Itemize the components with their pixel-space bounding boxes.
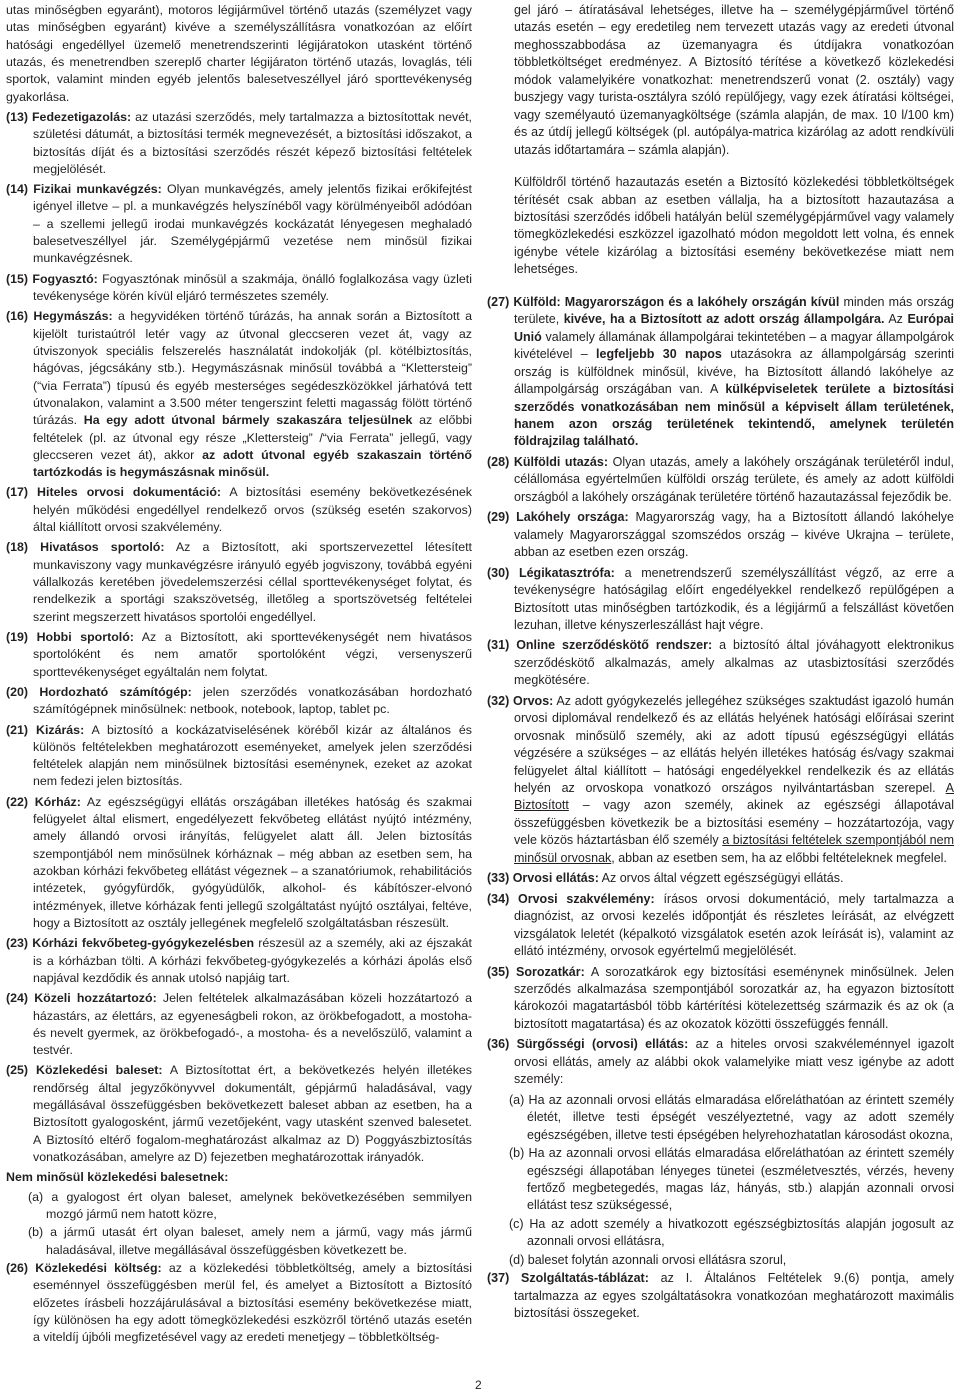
definition-14-text: Olyan munkavégzés, amely jelentős fizikai erőkifejtést igényel illetve – pl. a munkavégzés helyszínéből vagy körülményeiből adódóan – a szellemi jellegű irodai munkavégzés kockázatát lényegesen meghaladó balesetveszéllyel jár. Személygépjármű vezetése nem minősül fizikai munkavégzésnek.: [33, 182, 472, 266]
definition-36-item-b: (b) Ha az azonnali orvosi ellátás elmaradása előreláthatóan az érintett személy egészségi állapotában lényeges tünetei (eszméletvesztés, vérzés, heveny fertőző megbetegedés, magas láz, hányás, stb.) alapján azonnali orvosi ellátást tesz szükségessé,: [509, 1146, 954, 1213]
definition-27-bold-e: külképviseletek területe a biztosítási szerződés vonatkozásában nem minősül a képviselt állam területének, hanem azon ország területének tekintendő, amelynek területén földrajzilag található.: [514, 382, 954, 449]
definition-37-text: az I. Általános Feltételek 9.(6) pontja, amely tartalmazza az egyes szolgáltatásokra vonatkozóan meghatározott maximális biztosítási összegeket.: [514, 1271, 954, 1321]
definition-16-text-b: az előbbi feltételek (pl. az útvonal egy része „Klettersteig” /“via Ferrata” jellegű, vagy gleccseren vezet át), akkor: [33, 413, 472, 462]
definition-27: [487, 294, 954, 451]
definition-22-text: Az egészségügyi ellátás országában illetékes hatóság és szakmai felügyelet által elismert, engedélyezett fekvőbeteg ellátást nyújtó intézmény, amely állandó orvosi irányítás, felügyelet alatt áll. Jelen biztosítás szempontjából nem minősülnek kórháznak – még abban az esetben sem, ha azokban kórházi fekvőbeteg ellátást végeznek – a szanatóriumok, rehabilitációs intézetek, gyógyfürdők, gyógyüdülők, alkohol- és kábítószer-elvonó intézmények, illetve kórházak fenti jellegű szolgáltatást nyújtó osztályai, feltéve, hogy a Biztosított az osztály jellegének megfelelő szolgáltatásban részesült.: [33, 794, 472, 930]
definition-21-term: (21) Kizárás:: [6, 722, 85, 737]
definition-24-text: Jelen feltételek alkalmazásában közeli hozzátartozó a házastárs, az élettárs, az egyeneságbeli rokon, az örökbefogadott, a mostoha- és nevelt gyermek, az örökbefogadó-, a mostoha- és a nevelőszülő, valamint a testvér.: [33, 991, 472, 1058]
definition-29: [487, 509, 954, 561]
definition-32-underlined-b: a biztosítási feltételek szempontjából nem minősül orvosnak: [514, 833, 954, 865]
definition-19-term: (19) Hobbi sportoló:: [6, 629, 134, 644]
definition-20-term: (20) Hordozható számítógép:: [6, 684, 192, 699]
definition-36-item-c: (c) Ha az adott személy a hivatkozott egészségbiztosítás alapján jogosult az azonnali orvosi ellátásra,: [509, 1216, 954, 1249]
definition-13: [6, 109, 472, 178]
right-second-paragraph: Külföldről történő hazautazás esetén a Biztosító közlekedési többletköltségek térítését csak abban az esetben vállalja, ha a biztosított hazautazása a biztosítási szerződés időbeli hatályán belül személygépjárművel vagy valamely tömegközlekedési eszközzel igazolható módon megoldott lett volna, és ennek igénybe vétele kizárólag a biztosítási esemény bekövetkezése miatt nem lehetséges.: [514, 175, 954, 277]
definition-14: [6, 181, 472, 268]
definition-27-bold-a: Magyarországon és a lakóhely országán kívül: [560, 294, 840, 309]
left-intro-paragraph: utas minőségben egyaránt), motoros légijárművel történő utazás (személyzet vagy utas minőségben egyaránt) kivéve a személyszállításra vonatkozóan az előírt hatósági engedéllyel üzemelő menetrendszerinti légijáratokon utasként történő utazás, és menetrendben szereplő charter légijáraton történő utazás, lovaglás, téli sportok, valamint minden egyéb jelentős balesetveszéllyel járó sporttevékenység gyakorlása.: [6, 3, 472, 104]
definition-18-term: (18) Hivatásos sportoló:: [6, 540, 165, 555]
definition-29-text: Magyarország vagy, ha a Biztosított állandó lakóhelye valamely Magyarországgal szomszédos ország – kivéve Ukrajna – területe, abban az esetben ezen ország.: [514, 510, 955, 560]
definition-14-term: (14) Fizikai munkavégzés:: [6, 182, 162, 197]
definition-21-text: A biztosító a kockázatviselésének köréből kizár az általános és különös feltételekben meghatározott eseményeket, amelyek jelen szerződési feltételek alapján nem minősülnek biztosítási eseménynek, ezeket az azokat nem fedezi jelen biztosítás.: [33, 722, 472, 789]
definition-27-bold-d: legfeljebb 30 napos: [596, 347, 722, 362]
left-column: [6, 0, 472, 1349]
definition-29-term: (29) Lakóhely országa:: [487, 510, 629, 525]
definition-36-item-a: (a) Ha az azonnali orvosi ellátás elmaradása előreláthatóan az érintett személy életét, illetve testi épségét veszélyeztetné, vagy az adott személy egészségében, illetve testi épségében helyrehozhatatlan károsodást okozna,: [509, 1092, 954, 1142]
definition-19-text: Az a Biztosított, aki sporttevékenységét nem hivatásos sportolóként és nem amatőr sportolóként végzi, versenyszerű sporttevékenységet egyáltalán nem folytat.: [33, 629, 472, 679]
definition-22: [6, 794, 472, 933]
definition-27-text-b: Az: [884, 312, 908, 327]
definition-16-text-a: a hegyvidéken történő túrázás, ha annak során a Biztosított a kijelölt turistaútról letér vagy az útvonal gleccseren vezet át, vagy az útviszonyok speciális felszerelés használatát indokolják (pl. kötélbiztosítás, hágóvas, jégcsákány stb.). Hegymászásnak minősül továbbá a “Klettersteig” (“via Ferrata”) típusú és egyéb mesterséges segédeszközökkel járhatóvá tett útvonalakon, valamint a 3.500 méter tengerszint feletti magasság fölött történő túrázás.: [33, 309, 472, 428]
definition-27-text-a: minden más ország területe,: [514, 294, 954, 327]
definition-28: [487, 454, 954, 506]
definition-30-term: (30) Légikatasztrófa:: [487, 565, 615, 580]
definition-27-text-d: utazásokra az állampolgárság szerinti ország is külföldnek minősül, kivéve, ha Biztosított állandó lakóhelye az állampolgárság országában van. A: [514, 347, 954, 397]
right-intro-paragraph: gel járó – átíratásával lehetséges, illetve ha – személygépjárművel történő utazás esetén – egy eredetileg nem tervezett utazás vagy az eredeti útvonal meghosszabbodása az üzemanyagra és útdíjakra vonatkozóan többletköltséget eredményez. A Biztosító térítése a következő közlekedési módok valamelyikére vonatkozhat: menetrendszerű vonat (2. osztály) vagy buszjegy vagy turista-osztályra szóló repülőjegy, vagy ezek átíratási költségei, vagy személyautó üzemanyagköltsége (számla alapján, de max. 10 l/100 km) és az útdíj jellegű költségek (pl. autópálya-matrica kizárólag az adott rendkívüli utazás időtartamára – számla alapján).: [514, 3, 954, 157]
definition-27-bold-b: kivéve, ha a Biztosított az adott ország állampolgára.: [563, 312, 885, 327]
definition-32-term: (32) Orvos:: [487, 693, 554, 708]
spacer: [487, 282, 954, 294]
not-traffic-accident-item-a: (a) a gyalogost ért olyan baleset, amelynek bekövetkezésében semmilyen mozgó jármű nem hatott közre,: [28, 1189, 472, 1221]
definition-19: [6, 629, 472, 681]
definition-17-term: (17) Hiteles orvosi dokumentáció:: [6, 485, 222, 500]
definition-16: [6, 308, 472, 481]
definition-34-term: (34) Orvosi szakvélemény:: [487, 891, 655, 906]
definition-32-text-c: , abban az esetben sem, ha az előbbi feltételeknek megfelel.: [611, 850, 947, 865]
definition-33: [487, 870, 954, 887]
spacer: [487, 162, 954, 174]
definition-26-term: (26) Közlekedési költség:: [6, 1260, 162, 1275]
definition-35: [487, 964, 954, 1034]
not-traffic-accident-heading: Nem minősül közlekedési balesetnek:: [6, 1170, 229, 1185]
definition-32-text-a: Az adott gyógykezelés jellegéhez szükséges szaktudást igazoló humán orvosi diplomával rendelkező és az ellátás helyének hatósági előírásai szerint orvosnak minősülő személy, aki az adott típusú egészségügyi ellátás végzésére a szükséges – az ellátás helyén illetékes hatóság és/vagy szakmai felügyelet által kiállított – hatósági engedélyekkel rendelkezik és az ellátás helyén az orvoskoра vonatkozó országos nyilvántartásban szerepel.: [514, 693, 954, 796]
definition-16-bold-a: Ha egy adott útvonal bármely szakaszára teljesülnek: [83, 413, 413, 428]
definition-23: [6, 935, 472, 987]
definition-21: [6, 722, 472, 791]
definition-16-bold-b: az adott útvonal egyéb szakaszain történő tartózkodás is hegymászásnak minősül.: [33, 447, 472, 480]
definition-27-term: (27) Külföld:: [487, 294, 561, 309]
definition-31-text: a biztosító által jóváhagyott elektronikus szerződéskötő alkalmazás, amely alkalmas az utasbiztosítási szerződés megkötésére.: [514, 638, 954, 688]
definition-35-term: (35) Sorozatkár:: [487, 964, 585, 979]
definition-25-text: A Biztosítottat ért, a bekövetkezés helyén illetékes rendőrség által jegyzőkönyvvel dokumentált, gépjármű haladásával, vagy megállásával összefüggésben bekövetkezett baleset abban az esetben, ha a Biztosított gyalogosként, jármű vezetőjeként, vagy utasként szenved balesetet. A Biztosító eltérő fogalom-meghatározást alkalmaz az D) Poggyászbiztosítás vonatkozásában, amelyre az D) fejezetben meghatározottak irányadók.: [33, 1063, 472, 1164]
definition-17-text: A biztosítási esemény bekövetkezésének helyén működési engedéllyel rendelkező orvos (szükség esetén szakorvos) által kiállított orvosi szakvélemény.: [33, 485, 472, 535]
definition-36-text: az a hiteles orvosi szakvéleménnyel igazolt orvosi ellátás, amely az alábbi okok valamelyike miatt vesz igénybe az adott személy:: [514, 1037, 954, 1087]
definition-37: [487, 1270, 954, 1322]
definition-20: [6, 684, 472, 719]
definition-32: [487, 693, 954, 868]
definition-24-term: (24) Közeli hozzátartozó:: [6, 991, 157, 1006]
page-number: 2: [475, 1378, 482, 1392]
definition-20-text: jelen szerződés vonatkozásában hordozható számítógépnek minősülnek: netbook, notebook, laptop, tablet pc.: [33, 684, 472, 717]
definition-15-text: Fogyasztónak minősül a szakmája, önálló foglalkozása vagy üzleti tevékenysége körén kívül eljáró természetes személy.: [33, 271, 472, 303]
definition-28-text: Olyan utazás, amely a lakóhely országának területéről indul, célállomása egyértelműen külföldi ország területe, és amely az adott külföldi országból a lakóhely országának területére történő hazautazással fejeződik be.: [514, 454, 954, 504]
right-column: [487, 0, 954, 1326]
definition-15: [6, 271, 472, 306]
definition-25: [6, 1062, 472, 1166]
definition-33-text: Az orvos által végzett egészségügyi ellátás.: [598, 871, 844, 886]
definition-15-term: (15) Fogyasztó:: [6, 271, 98, 286]
definition-23-text: részesül az a személy, aki az éjszakát is a kórházban tölti. A kórházi fekvőbeteg-gyógykezelés a kórházi ápolás első napjával kezdődik és annak utolsó napjáig tart.: [33, 936, 472, 985]
definition-16-term: (16) Hegymászás:: [6, 309, 113, 324]
definition-28-term: (28) Külföldi utazás:: [487, 454, 609, 469]
definition-34: [487, 891, 954, 961]
definition-35-text: A sorozatkárok egy biztosítási eseménynek minősülnek. Jelen szerződés alkalmazása szempontjából sorozatkár az, ha egyazon biztosított károkozói magatartásból több kártérítési kötelezettség származik és az ok (a biztosított magatartása) és az okozatok közötti összefüggés fennáll.: [514, 964, 954, 1031]
definition-17: [6, 484, 472, 536]
definition-18: [6, 539, 472, 626]
definition-22-term: (22) Kórház:: [6, 794, 81, 809]
definition-23-term: (23) Kórházi fekvőbeteg-gyógykezelésben: [6, 936, 255, 951]
definition-31: [487, 637, 954, 689]
definition-32-underlined-a: A Biztosított: [514, 781, 954, 813]
definition-31-term: (31) Online szerződéskötő rendszer:: [487, 638, 713, 653]
definition-34-text: írásos orvosi dokumentáció, mely tartalmazza a diagnózist, az orvosi kezelés időpontját és részletes leírását, az elvégzett vizsgálatok leletét (képalkotó vizsgálatok esetén azok leírását is), valamint az ellátó intézmény, orvosok egyértelmű megjelölését.: [514, 891, 954, 959]
definition-24: [6, 990, 472, 1059]
definition-36-term: (36) Sürgősségi (orvosi) ellátás:: [487, 1037, 689, 1052]
definition-27-text-c: valamely államának állampolgárai tekintetében – a magyar állampolgárok kivételével –: [514, 329, 954, 362]
definition-13-text: az utazási szerződés, mely tartalmazza a biztosítottak nevét, születési dátumát, a biztosítási termék megnevezését, a biztosítási időszakot, a biztosítás díját és a biztosítási szerződés részét képező biztosítási feltételek megjelölését.: [33, 109, 472, 176]
definition-30-text: a menetrendszerű személyszállítást végző, az erre a tevékenységre hatóságilag előírt engedélyekkel rendelkező repülőgépen a Biztosított utas minőségben tartózkodik, és a légijármű a felszállást követően lezuhan, illetve kényszerleszállást hajt végre.: [514, 565, 954, 632]
definition-36: [487, 1036, 954, 1088]
definition-13-term: (13) Fedezetigazolás:: [6, 109, 132, 124]
definition-36-item-d: (d) baleset folytán azonnali orvosi ellátásra szorul,: [509, 1252, 787, 1267]
definition-18-text: Az a Biztosított, aki sportszervezettel létesített munkaviszony vagy munkavégzésre irányuló egyéb jogviszony, továbbá egyéni vállalkozás keretében jövedelemszerzési céllal sporttevékenységet folytat, és rendelkezik a sportági szakszövetség, illetőleg a sportszövetség feltételei szerint megszerzett hivatásos sportolói engedéllyel.: [33, 540, 472, 624]
definition-27-bold-c: Európai Unió: [514, 312, 955, 344]
definition-30: [487, 565, 954, 635]
definition-32-text-b: – vagy azon személy, akinek az egészségi állapotával összefüggésben következik be a biztosítási esemény – hozzátartozója, vagy vele közös háztartásban élő személy: [514, 798, 954, 848]
definition-37-term: (37) Szolgáltatás-táblázat:: [487, 1271, 649, 1286]
not-traffic-accident-item-b: (b) a jármű utasát ért olyan baleset, amely nem a jármű, vagy más jármű haladásával, illetve megállásával összefüggésben következett be.: [28, 1225, 472, 1257]
definition-26: [6, 1260, 472, 1347]
definition-25-term: (25) Közlekedési baleset:: [6, 1063, 163, 1078]
definition-33-term: (33) Orvosi ellátás:: [487, 871, 599, 886]
definition-26-text: az a közlekedési többletköltség, amely a biztosítási eseménnyel összefüggésben merül fel, és amelyet a Biztosított a Biztosító előzetes írásbeli hozzájárulásával a biztosítási esemény bekövetkezése miatt, így különösen ha egy adott tömegközlekedési eszközről történő utazás esetén a viteldíj újbóli megfizetésével vagy az eredeti menetjegy – többletköltség-: [33, 1260, 473, 1345]
